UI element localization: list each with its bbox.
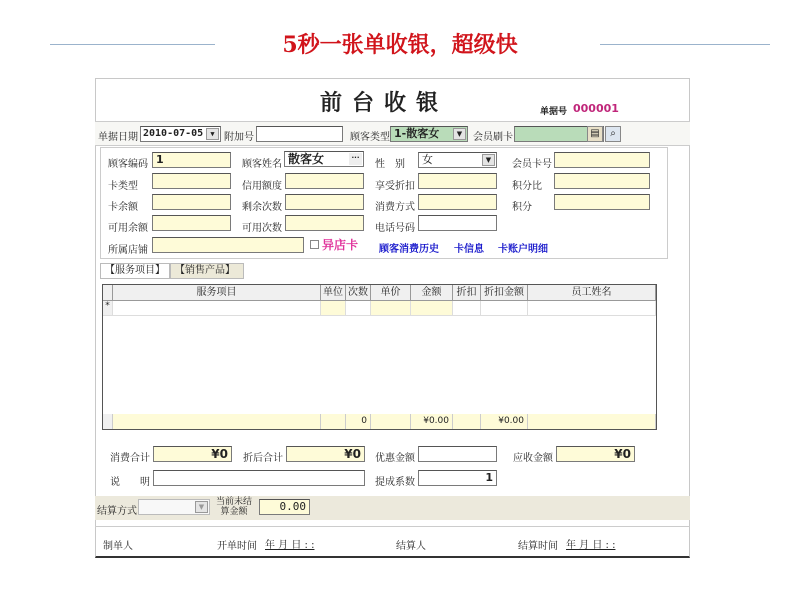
- discount-label: 享受折扣: [375, 181, 415, 192]
- footer-unit: [321, 414, 346, 429]
- store-input[interactable]: [152, 237, 304, 253]
- cust-type-select[interactable]: [390, 126, 468, 142]
- footer-times: 0: [346, 414, 371, 429]
- date-select[interactable]: [140, 126, 221, 142]
- avail-balance-label: 可用余额: [108, 223, 148, 234]
- card-swipe-label: 会员刷卡: [473, 132, 513, 143]
- items-grid: [102, 284, 657, 430]
- other-store-checkbox[interactable]: [310, 240, 319, 249]
- col-amount[interactable]: 金额: [411, 285, 453, 301]
- card-type-label: 卡类型: [108, 181, 138, 192]
- pay-method-input[interactable]: [418, 194, 497, 210]
- note-input[interactable]: [153, 470, 365, 486]
- search-icon: ⌕: [610, 128, 616, 139]
- phone-input[interactable]: [418, 215, 497, 231]
- footer-discount: [453, 414, 481, 429]
- points-input[interactable]: [554, 194, 650, 210]
- receivable-label: 应收金额: [513, 453, 553, 464]
- balance-label: 卡余额: [108, 202, 138, 213]
- points-ratio-input[interactable]: [554, 173, 650, 189]
- consume-label: 消费合计: [110, 453, 150, 464]
- open-time: 年 月 日 : :: [265, 540, 315, 551]
- extra-input[interactable]: [256, 126, 343, 142]
- history-link[interactable]: 顾客消费历史: [379, 244, 439, 255]
- footer-divider: [95, 526, 690, 527]
- col-staff[interactable]: 员工姓名: [528, 285, 656, 301]
- col-unit[interactable]: 单位: [321, 285, 346, 301]
- receivable-total: ¥0: [556, 446, 635, 462]
- new-row-times[interactable]: [346, 301, 371, 316]
- new-row-staff[interactable]: [528, 301, 656, 316]
- remaining-input[interactable]: [285, 194, 364, 210]
- code-input[interactable]: 1: [152, 152, 231, 168]
- slogan: 5秒一张单收银，超级快: [282, 32, 518, 58]
- remaining-label: 剩余次数: [242, 202, 282, 213]
- note-label: 说 明: [110, 477, 150, 488]
- after-disc-label: 折后合计: [243, 453, 283, 464]
- name-label: 顾客姓名: [242, 159, 282, 170]
- new-row-discount[interactable]: [453, 301, 481, 316]
- settle-method-label: 结算方式: [97, 506, 137, 517]
- date-label: 单据日期: [98, 132, 138, 143]
- col-times[interactable]: 次数: [346, 285, 371, 301]
- new-row-disc-amount[interactable]: [481, 301, 528, 316]
- other-store-label: 异店卡: [322, 238, 359, 252]
- gender-value: 女: [422, 153, 433, 166]
- card-no-input[interactable]: [554, 152, 650, 168]
- gender-label: 性 别: [375, 159, 405, 170]
- consume-total: ¥0: [153, 446, 232, 462]
- card-icon: ▤: [590, 128, 600, 139]
- credit-input[interactable]: [285, 173, 364, 189]
- doc-no-label: 单据号: [540, 107, 568, 117]
- gender-select[interactable]: [418, 152, 497, 168]
- code-label: 顾客编码: [108, 159, 148, 170]
- new-row-unit[interactable]: [321, 301, 346, 316]
- chevron-down-icon[interactable]: ▼: [453, 128, 466, 140]
- settle-time: 年 月 日 : :: [566, 540, 616, 551]
- points-ratio-label: 积分比: [512, 181, 542, 192]
- search-button[interactable]: [605, 126, 621, 142]
- avail-times-label: 可用次数: [242, 223, 282, 234]
- card-account-link[interactable]: 卡账户明细: [498, 244, 548, 255]
- card-type-input[interactable]: [152, 173, 231, 189]
- col-service[interactable]: 服务项目: [113, 285, 321, 301]
- col-price[interactable]: 单价: [371, 285, 411, 301]
- new-row-marker[interactable]: *: [103, 301, 113, 316]
- settle-method-select[interactable]: [138, 499, 210, 515]
- balance-input[interactable]: [152, 194, 231, 210]
- commission-label: 提成系数: [375, 477, 415, 488]
- form-title: 前台收银: [320, 90, 449, 116]
- phone-label: 电话号码: [375, 223, 415, 234]
- card-no-label: 会员卡号: [512, 159, 552, 170]
- footer-price: [371, 414, 411, 429]
- card-info-link[interactable]: 卡信息: [454, 244, 484, 255]
- promo-input[interactable]: [418, 446, 497, 462]
- settler-label: 结算人: [396, 541, 426, 552]
- name-value: 散客女: [288, 152, 325, 166]
- avail-balance-input[interactable]: [152, 215, 231, 231]
- after-disc-total: ¥0: [286, 446, 365, 462]
- avail-times-input[interactable]: [285, 215, 364, 231]
- open-time-label: 开单时间: [217, 541, 257, 552]
- extra-label: 附加号: [224, 132, 254, 143]
- footer-row-header: [103, 414, 113, 429]
- settle-time-label: 结算时间: [518, 541, 558, 552]
- footer-disc-amount: ¥0.00: [481, 414, 528, 429]
- card-read-button[interactable]: [587, 126, 603, 142]
- chevron-down-icon[interactable]: ▼: [482, 154, 495, 166]
- new-row-service[interactable]: [113, 301, 321, 316]
- row-header: [103, 285, 113, 301]
- new-row-amount[interactable]: [411, 301, 453, 316]
- store-label: 所属店铺: [108, 245, 148, 256]
- credit-label: 信用额度: [242, 181, 282, 192]
- tab-products[interactable]: 【销售产品】: [170, 263, 244, 279]
- unsettled-label: 当前未结算金额: [215, 497, 252, 517]
- discount-input[interactable]: [418, 173, 497, 189]
- commission-input[interactable]: 1: [418, 470, 497, 486]
- maker-label: 制单人: [103, 541, 133, 552]
- cust-type-value: 1-散客女: [394, 127, 440, 140]
- tab-services[interactable]: 【服务项目】: [100, 263, 170, 279]
- chevron-down-icon[interactable]: ▼: [195, 501, 208, 513]
- promo-label: 优惠金额: [375, 453, 415, 464]
- more-button[interactable]: ···: [349, 153, 362, 165]
- chevron-down-icon[interactable]: ▼: [206, 128, 219, 140]
- col-discount[interactable]: 折扣: [453, 285, 481, 301]
- col-disc-amount[interactable]: 折扣金额: [481, 285, 528, 301]
- name-input[interactable]: [284, 151, 364, 167]
- cust-type-label: 顾客类型: [350, 132, 390, 143]
- points-label: 积分: [512, 202, 532, 213]
- footer-staff: [528, 414, 656, 429]
- footer-amount: ¥0.00: [411, 414, 453, 429]
- pay-method-label: 消费方式: [375, 202, 415, 213]
- new-row-price[interactable]: [371, 301, 411, 316]
- footer-service: [113, 414, 321, 429]
- doc-no: 000001: [573, 102, 619, 115]
- unsettled-amount: 0.00: [259, 499, 310, 515]
- date-value: 2010-07-05: [143, 128, 204, 139]
